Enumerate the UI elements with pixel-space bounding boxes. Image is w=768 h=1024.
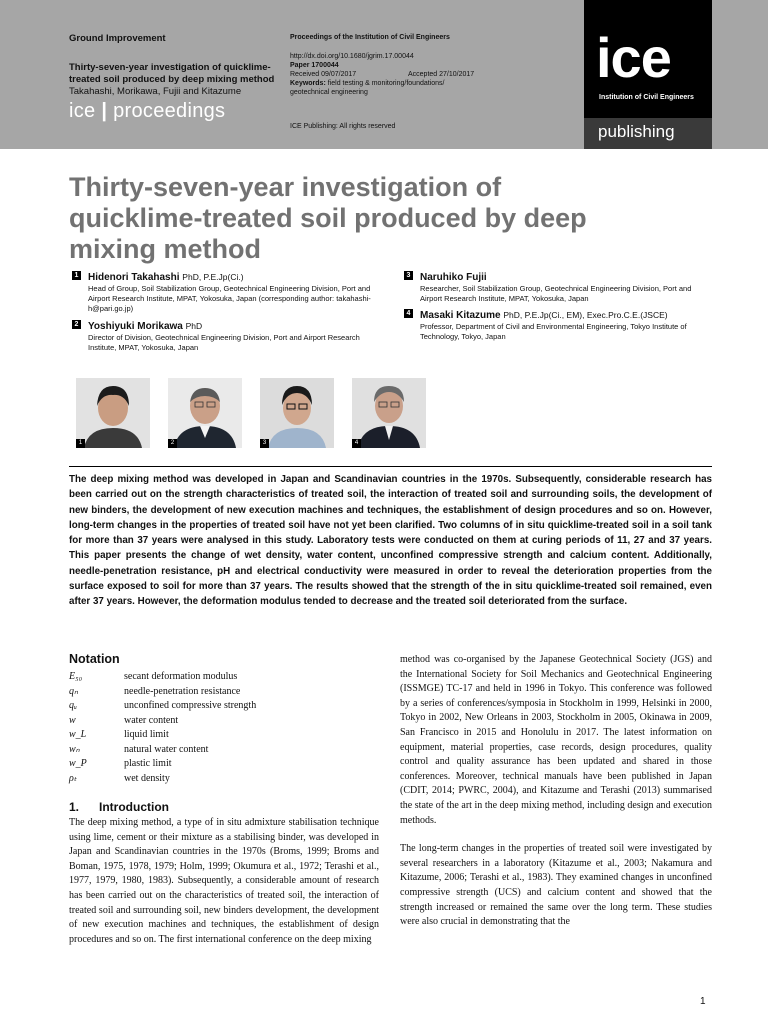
logo-publishing: publishing — [598, 122, 675, 141]
header-band — [0, 0, 768, 149]
notation-meaning: wet density — [124, 772, 170, 784]
notation-meaning: needle-penetration resistance — [124, 685, 241, 697]
author-affiliation: Head of Group, Soil Stabilization Group, Geotechnical Engineering Division, Port and Airport Research Institute, MPAT, Yokosuka, Japan (corresponding author: takahashi-h@pari.go.jp) — [88, 284, 371, 313]
notation-meaning: water content — [124, 714, 179, 726]
notation-symbol: w_L — [69, 729, 87, 740]
author-photo-4 — [352, 378, 426, 448]
series-separator: | — [101, 100, 108, 122]
received-date: Received 09/07/2017 — [290, 71, 357, 78]
photo-number: 2 — [168, 439, 177, 448]
notation-heading: Notation — [69, 652, 120, 666]
author-photo-1 — [76, 378, 150, 448]
doi-link[interactable]: http://dx.doi.org/10.1680/jgrim.17.00044 — [290, 53, 414, 60]
body-paragraph: The long-term changes in the properties of treated soil were investigated by several researchers in a laboratory (Kitazume et al., 2003; Nakamura and Kitazume, 2006; Terashi et al., 1983). They examined changes in unconfined compressive strength (UCS) and calcium content and showed that the strength increased or remained the same over the long term. These studies were also crucial in demonstrating that the — [400, 843, 712, 928]
body-paragraph: method was co-organised by the Japanese Geotechnical Society (JGS) and the International Society for Soil Mechanics and Geotechnical Engineering (ISSMGE) TC-17 and held in 1996 in Tokyo. This conference was followed by a series of conferences/symposia in Stockholm in 1999, Helsinki in 2000, Tokyo in 2002, New Orleans in 2003, Stockholm in 2005, Okinawa in 2009, San Francisco in 2015 and Honolulu in 2017. The latest information on equipment, material properties, case records, design procedures, quality control and quality assurance has been updated and shared in those conferences. Moreover, technical manuals have been published in Japan (CDIT, 2014; PWRC, 2004), and Kitazume and Terashi (2013) summarised the state of the art in the deep mixing method, including design and execution methods. — [400, 654, 712, 826]
abstract: The deep mixing method was developed in Japan and Scandinavian countries in the 1970s. Subsequently, considerable research has been carried out on the strength characteristics of treated soil, the interaction of treated soil and surrounding soils, the development of new binders, the development of new execution machines and techniques, the establishment of design procedures and so on. However, long-term changes in the properties of treated soil have not yet been clarified. Two columns of in situ quicklime-treated soil in a soil tank for more than 37 years were analysed in this study. Laboratory tests were conducted on them at curing periods of 11, 27 and 37 years. This paper presents the change of wet density, water content, unconfined compressive strength and calcium content. Additionally, needle-penetration resistance, pH and electrical conductivity were measured in order to reveal the deterioration properties from the surface exposed to soil for more than 37 years. The results showed that the strength of the in situ quicklime-treated soil remained, even after 37 years. However, the deformation modulus tended to decrease and the treated soil deteriorated from the surface. — [69, 466, 712, 610]
notation-row — [69, 670, 379, 685]
dates-row — [290, 70, 560, 79]
notation-meaning: natural water content — [124, 743, 209, 755]
notation-symbol: E₅₀ — [69, 671, 83, 682]
author-name: Yoshiyuki Morikawa — [88, 321, 183, 332]
keywords-label: Keywords: — [290, 80, 326, 87]
page-number: 1 — [700, 996, 706, 1007]
author-affiliation: Director of Division, Geotechnical Engineering Division, Port and Airport Research Institute, MPAT, Yokosuka, Japan — [88, 333, 360, 352]
author-3 — [406, 271, 712, 304]
notation-row — [69, 685, 379, 700]
author-number-badge: 2 — [72, 320, 81, 329]
author-name-line — [88, 320, 378, 333]
series-proceedings: proceedings — [113, 100, 226, 122]
header-paper-title: Thirty-seven-year investigation of quicklime-treated soil produced by deep mixing method — [69, 62, 275, 85]
author-name-line — [420, 309, 712, 322]
section-title: Introduction — [99, 800, 169, 814]
keywords-value: field testing & monitoring/foundations/ geotechnical engineering — [290, 80, 445, 96]
notation-symbol: w_P — [69, 758, 87, 769]
intro-paragraph: The deep mixing method, a type of in situ admixture stabilisation technique using lime, cement or their mixture as a stabilising binder, was developed in Japan and Scandinavian countries in the 1970s (Broms, 1999; Broms and Boman, 1975, 1978, 1979; Holm, 1999; Okumura et al., 1972; Terashi et al., 1977, 1979, 1980, 1983). Subsequently, a considerable amount of research has been carried out on the characteristics of treated soil, the interaction of treated soil and surrounding soil, new binders development, the development of new execution machines and techniques, the establishment of design procedures and so on. The first international conference on the deep mixing — [69, 817, 379, 945]
portrait-image — [168, 378, 242, 448]
author-2 — [74, 320, 378, 353]
notation-row — [69, 714, 379, 729]
portrait-image — [260, 378, 334, 448]
article-title: Thirty-seven-year investigation of quicklime-treated soil produced by deep mixing method — [69, 172, 587, 264]
notation-meaning: liquid limit — [124, 729, 169, 740]
notation-symbol: qᵤ — [69, 700, 77, 711]
author-quals: PhD, P.E.Jp(Ci.) — [182, 272, 244, 282]
author-quals: PhD — [185, 321, 203, 331]
author-4 — [406, 309, 712, 342]
notation-meaning: plastic limit — [124, 758, 172, 769]
rights-statement: ICE Publishing: All rights reserved — [290, 123, 396, 130]
author-name: Masaki Kitazume — [420, 310, 501, 321]
author-number-badge: 3 — [404, 271, 413, 280]
logo-publishing-bar — [584, 118, 712, 149]
notation-row — [69, 757, 379, 772]
paper-number: Paper 1700044 — [290, 62, 339, 69]
ice-proceedings-series — [69, 100, 279, 123]
journal-name: Ground Improvement — [69, 33, 166, 44]
notation-symbol: ρₜ — [69, 772, 77, 784]
photo-number: 1 — [76, 439, 85, 448]
header-left — [69, 33, 279, 123]
author-name: Hidenori Takahashi — [88, 272, 180, 283]
notation-symbol: w — [69, 714, 76, 726]
notation-row — [69, 743, 379, 758]
keywords — [290, 79, 470, 97]
introduction-heading — [69, 800, 379, 814]
accepted-date: Accepted 27/10/2017 — [408, 71, 475, 78]
portrait-image — [76, 378, 150, 448]
left-column — [69, 652, 379, 947]
portrait-image — [352, 378, 426, 448]
header-authors: Takahashi, Morikawa, Fujii and Kitazume — [69, 86, 242, 97]
notation-row — [69, 728, 379, 743]
notation-meaning: unconfined compressive strength — [124, 700, 257, 711]
notation-symbol: wₙ — [69, 743, 80, 755]
logo-ice-text: ice — [596, 26, 671, 89]
ice-publishing-logo — [584, 0, 712, 149]
author-photo-2 — [168, 378, 242, 448]
photo-number: 4 — [352, 439, 361, 448]
author-number-badge: 1 — [72, 271, 81, 280]
author-affiliation: Researcher, Soil Stabilization Group, Geotechnical Engineering Division, Port and Airport Research Institute, MPAT, Yokosuka, Japan — [420, 284, 692, 303]
author-name-line — [88, 271, 388, 284]
notation-symbol: qₙ — [69, 685, 78, 697]
notation-row — [69, 772, 379, 787]
author-number-badge: 4 — [404, 309, 413, 318]
logo-institution: Institution of Civil Engineers — [599, 94, 694, 101]
section-number: 1. — [69, 800, 80, 814]
series-ice: ice — [69, 100, 96, 122]
proceedings-name: Proceedings of the Institution of Civil Engineers — [290, 34, 450, 41]
right-column — [400, 653, 712, 930]
author-quals: PhD, P.E.Jp(Ci., EM), Exec.Pro.C.E.(JSCE) — [503, 310, 668, 320]
notation-meaning: secant deformation modulus — [124, 671, 238, 682]
notation-row — [69, 699, 379, 714]
header-meta — [290, 33, 560, 130]
author-name: Naruhiko Fujii — [420, 272, 487, 283]
author-name-line — [420, 271, 712, 284]
author-photo-3 — [260, 378, 334, 448]
author-affiliation: Professor, Department of Civil and Environmental Engineering, Tokyo Institute of Technology, Tokyo, Japan — [420, 322, 687, 341]
author-1 — [74, 271, 388, 314]
photo-number: 3 — [260, 439, 269, 448]
